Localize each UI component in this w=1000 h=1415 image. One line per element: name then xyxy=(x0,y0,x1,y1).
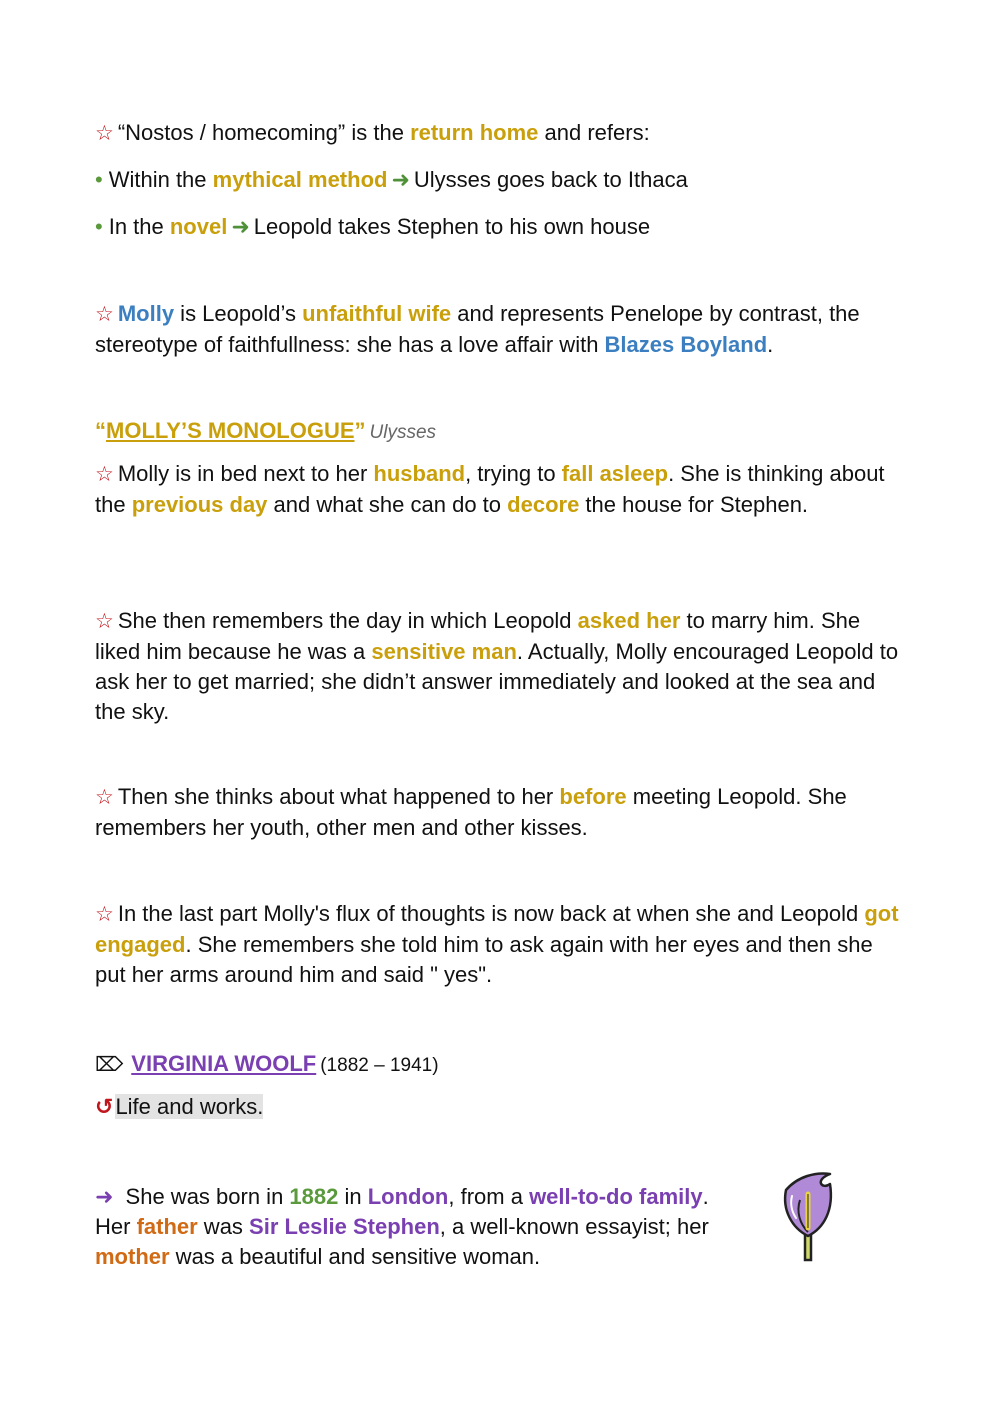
star-icon: ☆ xyxy=(95,610,114,633)
text: . xyxy=(767,332,774,357)
life-and-works-label xyxy=(95,1092,907,1122)
nostos-bullet-2 xyxy=(95,212,907,242)
highlight-term: mother xyxy=(95,1244,170,1269)
section-heading-monologue xyxy=(95,416,907,448)
text: In the last part Molly's flux of thoughts is now back at when she and Leopold xyxy=(117,901,865,926)
monologue-paragraph-3 xyxy=(95,782,907,843)
monologue-paragraph-2 xyxy=(95,606,907,727)
highlight-term: well-to-do family xyxy=(529,1184,703,1209)
text: . Her xyxy=(95,1184,709,1239)
highlight-term: fall asleep xyxy=(561,461,669,486)
text: meeting Leopold. She remembers her youth, other men and other kisses. xyxy=(95,784,847,840)
text: to marry him. She liked him because he was a xyxy=(95,608,861,664)
text: , a well-known essayist; her xyxy=(439,1214,709,1239)
work-title: Ulysses xyxy=(369,422,437,443)
monologue-paragraph-4 xyxy=(95,899,907,990)
text: She then remembers the day in which Leopold xyxy=(117,608,578,633)
quote-mark: ” xyxy=(354,418,366,443)
text: was a beautiful and sensitive woman. xyxy=(169,1244,541,1269)
highlight-term: decore xyxy=(507,492,580,517)
text: She was born in xyxy=(119,1184,290,1209)
nostos-bullet-1 xyxy=(95,165,907,195)
molly-paragraph xyxy=(95,299,907,360)
nostos-intro xyxy=(95,118,907,149)
text: and represents Penelope by contrast, the stereotype of faithfullness: she has a love affair with xyxy=(95,301,860,357)
section-title: MOLLY’S MONOLOGUE xyxy=(106,418,355,443)
bullet-icon: • xyxy=(95,167,103,192)
text: “Nostos / homecoming” is the xyxy=(117,120,411,145)
star-icon: ☆ xyxy=(95,122,114,145)
star-icon: ☆ xyxy=(95,303,114,326)
undo-arrow-icon: ↺ xyxy=(95,1094,114,1119)
text: . She remembers she told him to ask again with her eyes and then she put her arms around him and said " yes". xyxy=(95,932,873,987)
highlight-term: husband xyxy=(373,461,466,486)
section-heading-woolf xyxy=(95,1049,907,1081)
text: in xyxy=(338,1184,368,1209)
star-icon: ☆ xyxy=(95,463,114,486)
text: Molly is in bed next to her xyxy=(117,461,374,486)
bullet-icon: • xyxy=(95,214,103,239)
keyboard-delete-icon: ⌦ xyxy=(95,1054,124,1076)
text: , from a xyxy=(448,1184,530,1209)
author-dates: (1882 – 1941) xyxy=(320,1055,439,1076)
highlight-year: 1882 xyxy=(289,1184,339,1209)
purple-arrow-icon: ➜ xyxy=(95,1184,114,1209)
text: the house for Stephen. xyxy=(579,492,809,517)
highlight-term: father xyxy=(136,1214,198,1239)
text: Within the xyxy=(108,167,213,192)
quote-mark: “ xyxy=(95,418,106,443)
calla-lily-icon xyxy=(778,1170,838,1265)
section-title: VIRGINIA WOOLF xyxy=(131,1051,317,1076)
text: . Actually, Molly encouraged Leopold to ask her to get married; she didn’t answer immediately and looked at the sea and the sky. xyxy=(95,639,899,724)
text: and what she can do to xyxy=(267,492,508,517)
highlight-term: previous day xyxy=(131,492,268,517)
character-name: Blazes Boyland xyxy=(604,332,768,357)
highlight-term: asked her xyxy=(577,608,681,633)
text: . She is thinking about the xyxy=(95,461,885,517)
subsection-label: Life and works. xyxy=(115,1094,264,1119)
star-icon: ☆ xyxy=(95,903,114,926)
character-name: Molly xyxy=(117,301,175,326)
monologue-paragraph-1 xyxy=(95,459,907,520)
highlight-term: mythical method xyxy=(212,167,388,192)
text: Ulysses goes back to Ithaca xyxy=(413,167,688,192)
highlight-term: sensitive man xyxy=(371,639,517,664)
text: is Leopold’s xyxy=(174,301,303,326)
text: was xyxy=(197,1214,250,1239)
highlight-term: got engaged xyxy=(95,901,899,957)
highlight-term: before xyxy=(559,784,627,809)
highlight-term: unfaithful wife xyxy=(302,301,452,326)
highlight-term: London xyxy=(367,1184,449,1209)
green-arrow-icon: ➜ xyxy=(231,214,250,239)
green-arrow-icon: ➜ xyxy=(391,167,410,192)
highlight-term: Sir Leslie Stephen xyxy=(249,1214,440,1239)
star-icon: ☆ xyxy=(95,786,114,809)
text: and refers: xyxy=(538,120,650,145)
text: Leopold takes Stephen to his own house xyxy=(253,214,651,239)
highlight-term: novel xyxy=(169,214,228,239)
text: Then she thinks about what happened to her xyxy=(117,784,560,809)
woolf-biography-paragraph xyxy=(95,1182,745,1272)
highlight-term: return home xyxy=(410,120,539,145)
text: , trying to xyxy=(465,461,562,486)
text: In the xyxy=(108,214,170,239)
